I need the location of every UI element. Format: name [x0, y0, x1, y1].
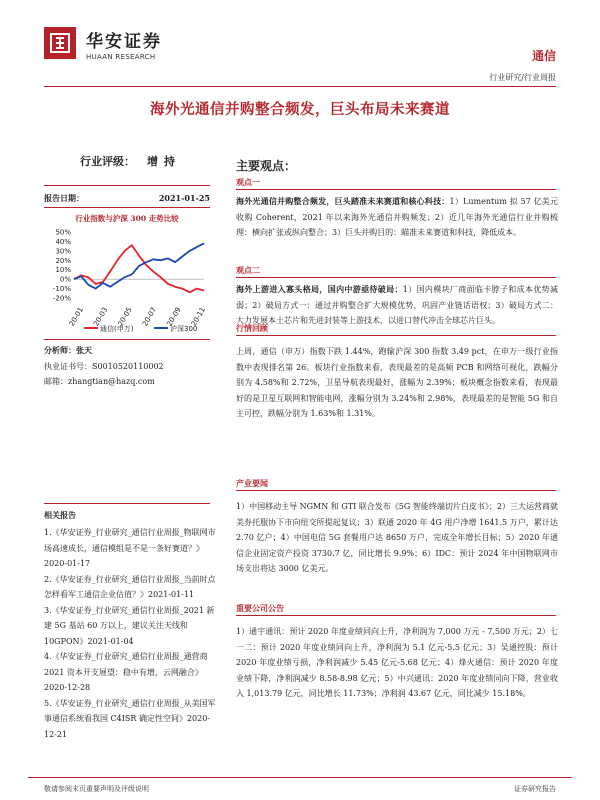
related-reports-list	[44, 525, 216, 742]
left-divider	[44, 185, 210, 186]
report-date-value: 2021-01-25	[158, 193, 210, 203]
analyst-name: 分析师：张天	[44, 345, 92, 355]
section-text: 1）通宇通讯：预计 2020 年度业绩同向上升，净利润为 7,000 万元 - 7,500 万元；2）七一二：预计 2020 年度业绩同向上升，净利润为 5.1 亿元-5.5 亿元；3）吴通控股：预计 2020 年度业绩亏损，净利润减少 5.45 亿元-5.68 亿元；4）烽火通信：预计 2020 年度业绩下降，净利润减少 8.58-8.98 亿元；5）中兴通讯：2020 年度业绩同向下降，营业收入 1,013.79 亿元，同比增长 11.73%；净利润 43.67 亿元，同比减少 15.18%。	[236, 627, 558, 698]
left-divider	[44, 503, 210, 504]
report-title: 海外光通信并购整合频发，巨头布局未来赛道	[150, 102, 450, 118]
section-title-view2: 观点二	[236, 266, 260, 275]
y-tick-label: -10%	[52, 285, 71, 294]
section-body-view1	[236, 194, 558, 241]
report-date	[44, 193, 210, 204]
x-tick-label: 20-03	[92, 306, 110, 328]
report-date-label: 报告日期：	[44, 193, 84, 203]
related-report-item[interactable]: 3.《华安证券_行业研究_通信行业周报_2021 新建 5G 基站 60 万以上，建议关注天线和 10GPON》2021-01-04	[44, 605, 215, 646]
section-text: 1）中国移动主导 NGMN 和 GTI 联合发布《5G 智能终端切片白皮书》；2）三大运营商就美券托服协下市向纽交所提起复议；3）联通 2020 年 4G 用户净增 1641.5 万户，累计达 2.70 亿户；4）中国电信 5G 套餐用户达 8650 万户，完成全年增长目标；5）2020 年通信企业固定资产投资 3730.7 亿，同比增长 9.9%；6）IDC：预计 2024 年中国物联网市场支出将达 3000 亿美元。	[236, 502, 558, 573]
section-title-company-news: 重要公司公告	[236, 604, 284, 613]
section-body-industry-news	[236, 499, 558, 577]
sector-label: 通信	[531, 49, 556, 63]
section-divider	[236, 615, 556, 616]
footer-disclaimer: 敬请参阅末页重要声明及评级说明	[44, 785, 149, 793]
section-title-view1: 观点一	[236, 178, 260, 187]
section-body-view2	[236, 282, 558, 329]
section-divider	[236, 189, 556, 190]
section-title-market-review: 行情回顾	[236, 324, 268, 333]
left-divider	[44, 207, 210, 208]
analyst-email[interactable]: 邮箱：zhangtian@hazq.com	[44, 377, 155, 386]
legend-label: 沪深300	[170, 325, 198, 333]
section-text: 上周，通信（申万）指数下跌 1.44%，跑输沪深 300 指数 3.49 pct，在申万一级行业指数中表现排名第 26。板块行业指数来看，表现最差的是高频 PCB 和网络可视化，跌幅分别为 4.58%和 2.72%，卫星导航表现最好，涨幅为 2.39%；板块概念指数来看，表现最好的是卫星互联网和智能电网，涨幅分别为 3.24%和 2.98%，表现最差的是智能 5G 和自主可控，跌幅分别为 1.63%和 1.31%。	[236, 347, 558, 418]
rating-label: 行业评级：	[80, 155, 135, 168]
chart-title: 行业指数与沪深 300 走势比较	[75, 214, 179, 223]
y-tick-label: 10%	[55, 266, 71, 275]
section-lead: 海外光通信并购整合频发，巨头踏准未来赛道和核心科技：	[236, 196, 450, 206]
analyst-cert: 执业证书号：S0010520110002	[44, 362, 164, 371]
section-divider	[236, 490, 556, 491]
legend-label: 通信(申万)	[100, 325, 134, 333]
related-report-item[interactable]: 1.《华安证券_行业研究_通信行业周报_物联网市场高速成长，通信模组是不是一条好赛道？》2020-01-17	[44, 528, 216, 568]
y-tick-label: 40%	[55, 237, 71, 246]
section-lead: 海外上游进入寡头格局，国内中游亟待破局：	[236, 284, 403, 294]
series-line-telecom	[74, 245, 204, 292]
y-tick-label: -20%	[52, 294, 71, 303]
section-text: 1）Lumentum 拟 57 亿美元收购 Coherent，2021 年以来海外光通信并购频发；2）近几年海外光通信行业并购梳理：横向扩张或纵向整合；3）巨头并购目的：瞄准未来赛道和科技，降低成本。	[236, 197, 558, 237]
x-tick-label: 20-11	[189, 306, 207, 328]
y-tick-label: 20%	[55, 256, 71, 265]
rating-value: 增持	[147, 155, 181, 168]
brand-name-cn: 华安证券	[86, 32, 162, 52]
section-body-company-news	[236, 624, 558, 702]
x-tick-label: 20-09	[165, 306, 183, 328]
x-tick-label: 20-01	[67, 306, 85, 328]
related-report-item[interactable]: 2.《华安证券_行业研究_通信行业周报_当前时点怎样看军工通信企业估值？》2021-01-11	[44, 574, 216, 599]
y-tick-label: 50%	[55, 228, 71, 237]
related-report-item[interactable]: 5.《华安证券_行业研究_通信行业周报_从美国军事通信系统看我国 C4ISR 确定性空间》2020-12-21	[44, 698, 216, 739]
left-divider	[44, 339, 210, 340]
company-logo	[44, 27, 76, 59]
footer-label: 证券研究报告	[514, 785, 556, 793]
x-tick-label: 20-05	[116, 306, 134, 328]
y-tick-label: 0%	[59, 275, 71, 284]
key-points-heading: 主要观点：	[236, 159, 297, 173]
report-category: 行业研究/行业周报	[489, 73, 556, 82]
section-divider	[236, 277, 556, 278]
section-title-industry-news: 产业要闻	[236, 479, 268, 488]
footer-divider	[28, 777, 572, 778]
index-comparison-chart	[44, 226, 210, 336]
related-report-item[interactable]: 4.《华安证券_行业研究_通信行业周报_通营商 2021 资本开支展望：稳中有增，云网融合》2020-12-28	[44, 652, 208, 692]
header-divider	[44, 86, 556, 87]
x-tick-label: 20-07	[141, 306, 159, 328]
y-tick-label: 30%	[55, 247, 71, 256]
section-text: 1）国内模块厂商面临卡脖子和成本优势减弱；2）破局方式一：通过并购整合扩大规模优势，巩固产业链话语权；3）破局方式二：大力发展本土芯片和先进封装等上游技术，以进口替代冲击全球芯片巨头。	[236, 285, 558, 325]
industry-rating	[80, 153, 181, 169]
brand-name-en: HUAAN RESEARCH	[86, 53, 156, 61]
section-divider	[236, 335, 556, 336]
section-body-market-review	[236, 344, 558, 422]
related-reports-heading: 相关报告	[44, 510, 76, 520]
